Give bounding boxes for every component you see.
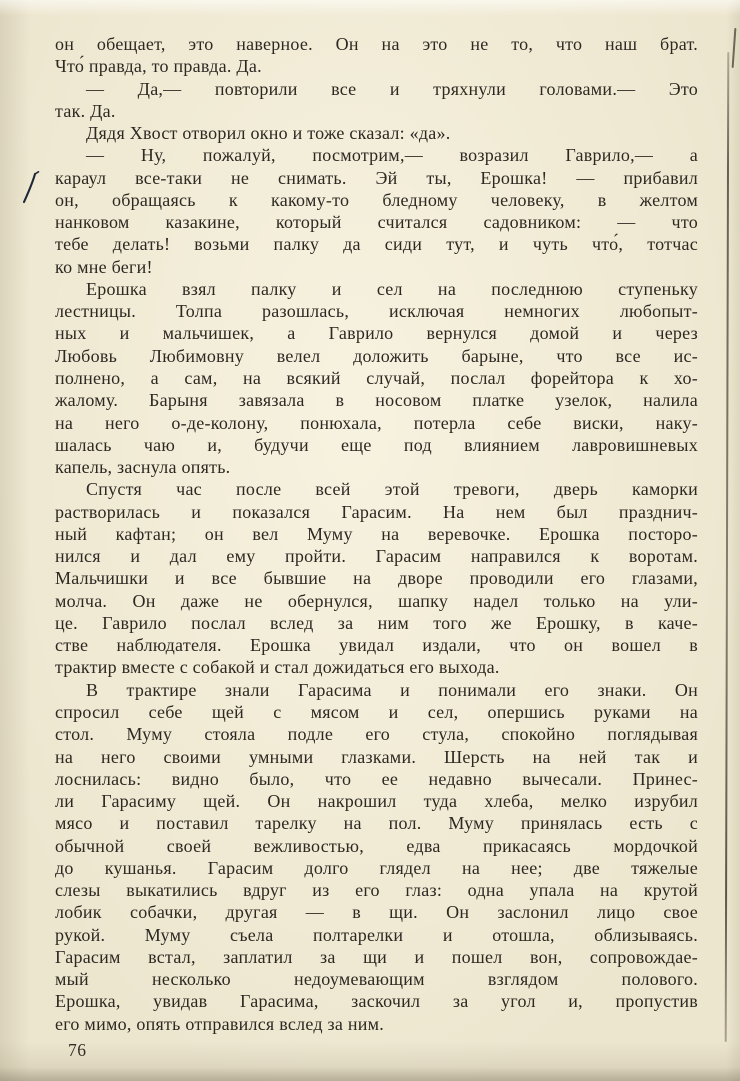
text-line: спросил себе щей с мясом и сел, опершись руками на: [55, 701, 698, 722]
text-line: стве наблюдателя. Ерошка увидал издали, что он вошел в: [55, 635, 698, 656]
text-line: он, обращаясь к какому-то бледному человеку, в желтом: [55, 189, 698, 210]
text-line: лестницы. Толпа разошлась, исключая немногих любопыт-: [55, 301, 698, 322]
text-line: Что́ правда, то правда. Да.: [55, 56, 262, 77]
text-line: на него о-де-колону, понюхала, потерла себе виски, наку-: [55, 412, 698, 433]
paragraph-1: [55, 33, 698, 78]
paragraph-2: [55, 78, 698, 123]
handwritten-margin-mark: [20, 170, 42, 206]
text-line: Любовь Любимовну велел доложить барыне, что все ис-: [55, 345, 698, 366]
text-line: шалась чаю и, будучи еще под влиянием лавровишневых: [55, 434, 698, 455]
text-line: Спустя час после всей этой тревоги, дверь каморки: [86, 479, 698, 500]
text-line: растворилась и показался Гарасим. На нем был празднич-: [55, 501, 698, 522]
text-line: нанковом казакине, который считался садовником: — что: [55, 212, 698, 233]
text-line: капель, заснула опять.: [55, 457, 231, 478]
text-line: стол. Муму стояла подле его стула, спокойно поглядывая: [55, 724, 698, 745]
text-line: ко мне беги!: [55, 256, 153, 277]
paragraph-7: [55, 679, 698, 1035]
text-line: Дядя Хвост отворил окно и тоже сказал: «да».: [86, 123, 451, 144]
page-number-label: 76: [68, 1040, 87, 1060]
paragraph-3: [55, 122, 698, 144]
page-text-block: [55, 33, 698, 1035]
paragraph-6: [55, 478, 698, 678]
text-line: так. Да.: [55, 100, 116, 121]
text-line: Ерошка, увидав Гарасима, заскочил за угол и, пропустив: [55, 991, 698, 1012]
text-line: В трактире знали Гарасима и понимали его знаки. Он: [86, 679, 698, 700]
paragraph-5: [55, 278, 698, 478]
text-line: трактир вместе с собакой и стал дожидаться его выхода.: [55, 657, 500, 678]
text-line: до кушанья. Гарасим долго глядел на нее; две тяжелые: [55, 857, 698, 878]
text-line: молча. Он даже не обернулся, шапку надел только на ули-: [55, 590, 698, 611]
text-line: Гарасим встал, заплатил за щи и пошел вон, сопровождае-: [55, 946, 698, 967]
text-line: тебе делать! возьми палку да сиди тут, и чуть что́, тотчас: [55, 234, 698, 255]
text-line: его мимо, опять отправился вслед за ним.: [55, 1013, 384, 1034]
text-line: Мальчишки и все бывшие на дворе проводили его глазами,: [55, 568, 698, 589]
text-line: це. Гаврило послал вслед за ним того же Ерошку, в каче-: [55, 612, 698, 633]
text-line: — Ну, пожалуй, посмотрим,— возразил Гаврило,— а: [86, 145, 698, 166]
text-line: ных и мальчишек, а Гаврило вернулся домой и через: [55, 323, 698, 344]
page-edge-line: [725, 52, 730, 1042]
text-line: мый несколько недоумевающим взглядом полового.: [55, 969, 698, 990]
text-line: жалому. Барыня завязала в носовом платке узелок, налила: [55, 390, 698, 411]
text-line: ный кафтан; он вел Муму на веревочке. Ерошка посторо-: [55, 523, 698, 544]
text-line: ли Гарасиму щей. Он накрошил туда хлеба, мелко изрубил: [55, 791, 698, 812]
text-line: мясо и поставил тарелку на пол. Муму принялась есть с: [55, 813, 698, 834]
text-line: — Да,— повторили все и тряхнули головами.— Это: [86, 78, 698, 99]
text-line: лобик собачки, другая — в щи. Он заслонил лицо свое: [55, 902, 698, 923]
text-line: лоснилась: видно было, что ее недавно вычесали. Принес-: [55, 768, 698, 789]
text-line: слезы выкатились вдруг из его глаз: одна упала на крутой: [55, 880, 698, 901]
text-line: полнено, а сам, на всякий случай, послал форейтора к хо-: [55, 367, 698, 388]
scan-bottom-shadow: [0, 1067, 740, 1081]
text-line: Ерошка взял палку и сел на последнюю ступеньку: [86, 278, 698, 299]
page-edge-tick: [732, 28, 737, 68]
text-line: на него своими умными глазками. Шерсть на ней так и: [55, 746, 698, 767]
text-line: обычной своей вежливостью, едва прикасаясь мордочкой: [55, 835, 698, 856]
text-line: нился и дал ему пройти. Гарасим направился к воротам.: [55, 546, 698, 567]
text-line: караул все-таки не снимать. Эй ты, Ерошка! — прибавил: [55, 167, 698, 188]
text-line: он обещает, это наверное. Он на это не то, что наш брат.: [55, 34, 698, 54]
paragraph-4: [55, 144, 698, 278]
text-line: рукой. Муму съела полтарелки и отошла, облизываясь.: [55, 924, 698, 945]
